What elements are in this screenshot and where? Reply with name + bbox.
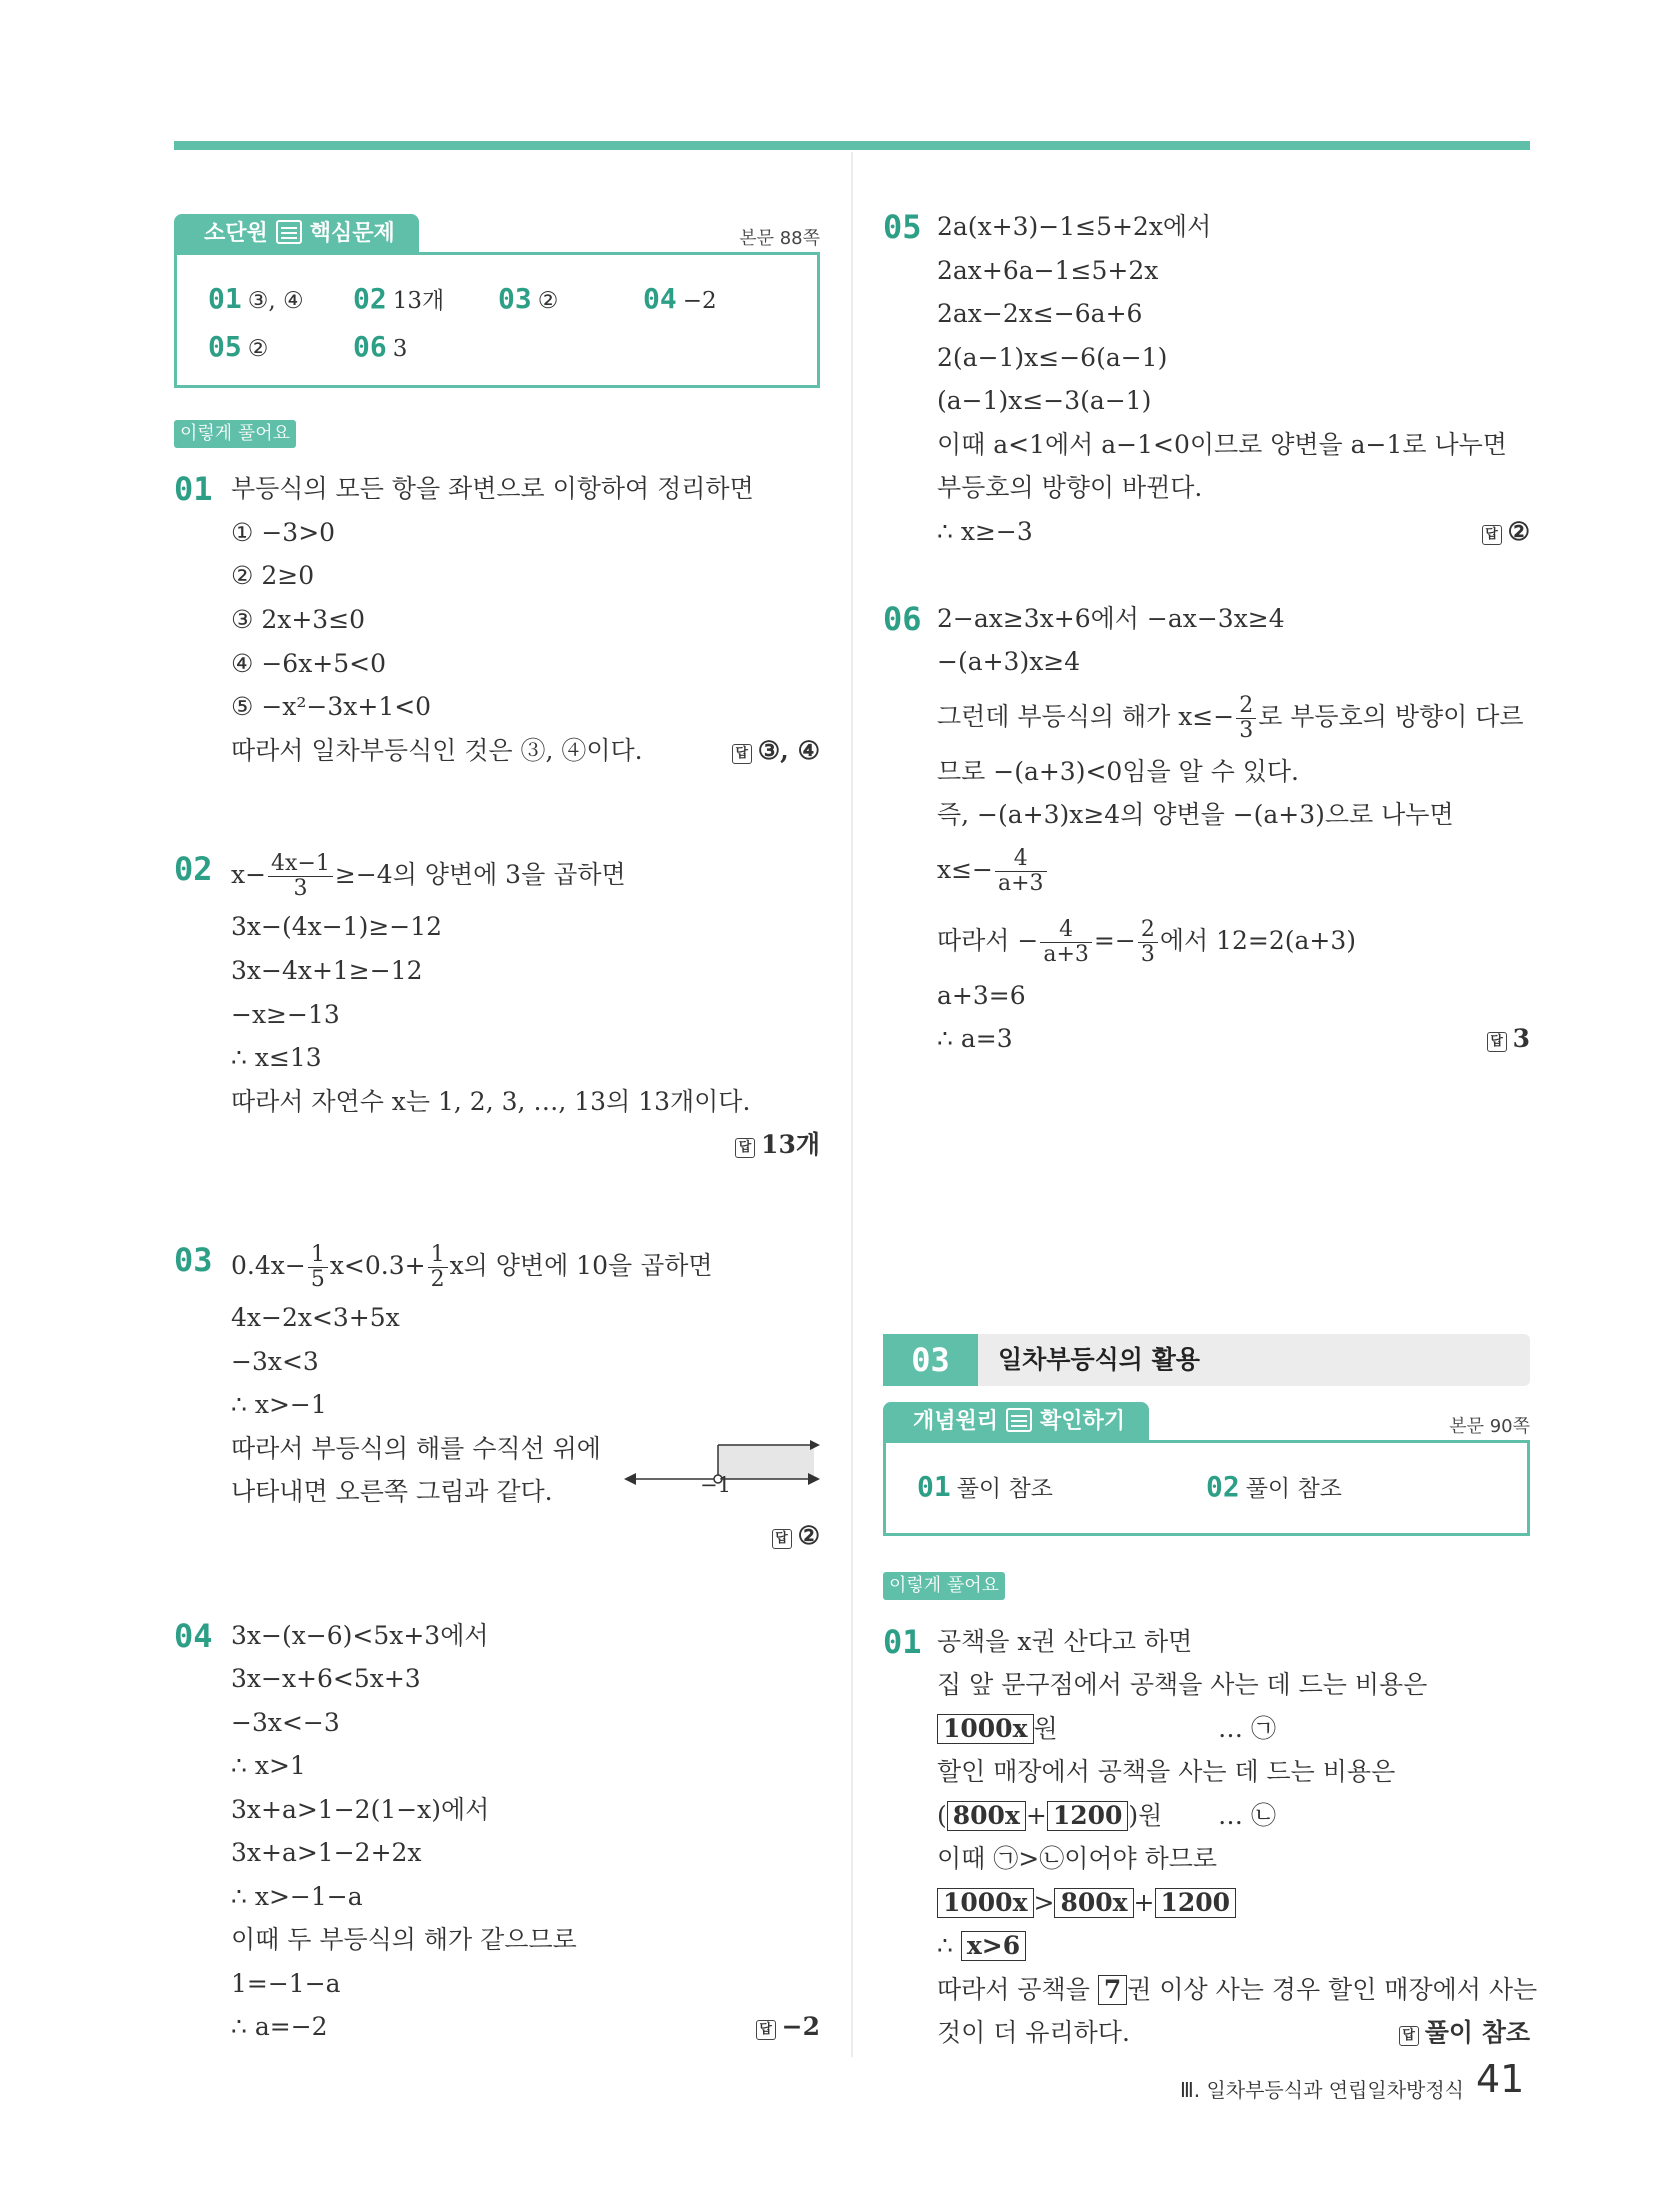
answer-mark-icon: 답 [732,744,752,764]
concept-check-tab [883,1402,1149,1442]
solution-line: 이때 ㉠>㉡이어야 하므로 [937,1844,1218,1873]
section-number: 03 [883,1334,978,1386]
solution-line: −x≥−13 [231,1000,340,1029]
section-header [883,1334,1530,1386]
page-reference: 본문 88쪽 [739,228,820,249]
solution-line: 그런데 부등식의 해가 x≤− $\frac{2}{3}$ 로 부등호의 방향이 다르 [937,693,1524,743]
fill-blank: 1200 [1047,1801,1129,1831]
tab-label-pre: 소단원 [204,221,268,246]
answer-mark-icon: 답 [1487,1032,1507,1052]
solution-line: 3x−(4x−1)≥−12 [231,912,443,941]
answer-key-item: 04 −2 [643,282,717,315]
problem-number: 01 [883,1623,922,1661]
final-answer: 답 −2 [756,2011,820,2043]
fill-blank: 800x [947,1801,1026,1831]
solution-line: ( 800x + 1200 )원 [937,1801,1163,1830]
problem-number: 02 [174,850,213,888]
tab-label-post: 핵심문제 [309,221,395,246]
answer-key-item: 02 풀이 참조 [1206,1470,1342,1503]
answer-key-item: 03 ② [498,282,559,315]
solution-line: −(a+3)x≥4 [937,647,1081,676]
chapter-footer: Ⅲ. 일차부등식과 연립일차방정식 [1179,2078,1464,2102]
solution-line: 따라서 일차부등식인 것은 ③, ④이다. [231,736,643,765]
answer-key-item: 01 ③, ④ [208,282,304,315]
answer-key-item: 06 3 [353,330,408,363]
solution-line: ∴ a=3 [937,1024,1013,1053]
solution-line: 2(a−1)x≤−6(a−1) [937,343,1168,372]
final-answer: 답 ② [1482,516,1530,548]
solution-line: ④ −6x+5<0 [231,649,387,678]
solution-region [718,1445,814,1479]
solution-line: (a−1)x≤−3(a−1) [937,386,1152,415]
core-problems-tab [174,214,419,254]
equation-mark: … ㉡ [1218,1801,1276,1830]
fill-blank: 800x [1054,1888,1133,1918]
solution-tag: 이렇게 풀어요 [174,420,296,448]
fill-blank: 7 [1098,1975,1127,2005]
solution-line: 즉, −(a+3)x≥4의 양변을 −(a+3)으로 나누면 [937,800,1454,829]
answer-mark-icon: 답 [756,2020,776,2040]
fraction: $\frac{1}{5}$ [308,1243,328,1292]
fraction: $\frac{4x-1}{3}$ [268,852,333,901]
final-answer: 답 ③, ④ [732,735,820,767]
fraction: $\frac{1}{2}$ [428,1243,448,1292]
solution-tag: 이렇게 풀어요 [883,1572,1005,1600]
fraction: $\frac{4}{a+3}$ [995,847,1047,896]
solution-line: ⑤ −x²−3x+1<0 [231,692,432,721]
solution-line: 1000x > 800x + 1200 [937,1887,1236,1919]
solution-line: 이때 a<1에서 a−1<0이므로 양변을 a−1로 나누면 [937,430,1507,459]
solution-line: 따라서 − $\frac{4}{a+3}$ =− $\frac{2}{3}$ 에서 12=2(a+3) [937,917,1356,967]
fraction: $\frac{2}{3}$ [1138,918,1158,967]
solution-line: 2a(x+3)−1≤5+2x에서 [937,212,1212,241]
solution-line: ∴ x>6 [937,1930,1026,1962]
solution-line: ∴ x>1 [231,1751,306,1780]
fraction: $\frac{2}{3}$ [1236,694,1256,743]
tab-label-post: 확인하기 [1040,1409,1126,1434]
solution-line: 3x+a>1−2+2x [231,1838,422,1867]
solution-line: 1=−1−a [231,1969,341,1998]
solution-line: ∴ a=−2 [231,2012,328,2041]
section-title: 일차부등식의 활용 [998,1345,1200,1374]
solution-line: 0.4x− $\frac{1}{5}$ x<0.3+ $\frac{1}{2}$ x의 양변에 10을 곱하면 [231,1242,713,1292]
document-icon [276,220,302,244]
final-answer: 답 13개 [735,1129,820,1161]
solution-line: 3x+a>1−2(1−x)에서 [231,1795,490,1824]
solution-line: 따라서 공책을 7 권 이상 사는 경우 할인 매장에서 사는 [937,1975,1538,2004]
solution-line: x≤− $\frac{4}{a+3}$ [937,845,1049,896]
fill-blank: x>6 [961,1931,1026,1961]
solution-line: 3x−x+6<5x+3 [231,1664,421,1693]
solution-line: 므로 −(a+3)<0임을 알 수 있다. [937,757,1299,786]
fraction: $\frac{4}{a+3}$ [1040,918,1092,967]
solution-line: −3x<−3 [231,1708,340,1737]
page-number: 41 [1476,2057,1525,2101]
solution-line: a+3=6 [937,981,1026,1010]
solution-line: 부등호의 방향이 바뀐다. [937,473,1203,502]
answer-mark-icon: 답 [735,1138,755,1158]
answer-key-item: 01 풀이 참조 [917,1470,1053,1503]
solution-line: 집 앞 문구점에서 공책을 사는 데 드는 비용은 [937,1670,1428,1699]
final-answer: 답 ② [772,1520,820,1552]
solution-line: ② 2≥0 [231,561,315,590]
solution-line: 2ax+6a−1≤5+2x [937,256,1159,285]
solution-line: x− $\frac{4x-1}{3}$ ≥−4의 양변에 3을 곱하면 [231,851,626,901]
solution-line: 4x−2x<3+5x [231,1303,400,1332]
axis-label: −1 [700,1473,731,1497]
tab-label-pre: 개념원리 [913,1409,999,1434]
solution-line: 3x−4x+1≥−12 [231,956,423,985]
page-reference: 본문 90쪽 [1449,1416,1530,1437]
problem-number: 01 [174,470,213,508]
problem-number: 04 [174,1617,213,1655]
fill-blank: 1000x [937,1714,1034,1744]
solution-line: 것이 더 유리하다. [937,2018,1130,2047]
answer-key-box [883,1440,1530,1536]
problem-number: 06 [883,600,922,638]
solution-line: 따라서 자연수 x는 1, 2, 3, …, 13의 13개이다. [231,1087,751,1116]
answer-key-item: 02 13개 [353,282,445,315]
document-icon [1006,1408,1032,1432]
answer-mark-icon: 답 [1482,525,1502,545]
final-answer: 답 풀이 참조 [1399,2017,1530,2049]
fill-blank: 1000x [937,1888,1034,1918]
top-accent-bar [174,141,1530,150]
solution-line: ∴ x≥−3 [937,517,1033,546]
problem-number: 05 [883,208,922,246]
solution-line: 3x−(x−6)<5x+3에서 [231,1621,489,1650]
problem-number: 03 [174,1241,213,1279]
solution-line: ∴ x≤13 [231,1043,322,1072]
final-answer: 답 3 [1487,1023,1530,1055]
solution-line: 나타내면 오른쪽 그림과 같다. [231,1477,553,1506]
equation-mark: … ㉠ [1218,1714,1276,1743]
solution-line: ③ 2x+3≤0 [231,605,366,634]
solution-line: −3x<3 [231,1347,319,1376]
region-arrow-icon [810,1440,820,1450]
solution-line: ① −3>0 [231,518,336,547]
solution-line: 2ax−2x≤−6a+6 [937,299,1143,328]
answer-key-item: 05 ② [208,330,269,363]
solution-line: 공책을 x권 산다고 하면 [937,1627,1193,1656]
answer-mark-icon: 답 [772,1529,792,1549]
solution-line: 할인 매장에서 공책을 사는 데 드는 비용은 [937,1757,1396,1786]
fill-blank: 1200 [1155,1888,1237,1918]
solution-line: 부등식의 모든 항을 좌변으로 이항하여 정리하면 [231,474,754,503]
solution-line: ∴ x>−1 [231,1390,327,1419]
solution-line: 이때 두 부등식의 해가 같으므로 [231,1925,577,1954]
answer-key-box [174,252,820,388]
answer-mark-icon: 답 [1399,2026,1419,2046]
axis-left-arrow-icon [624,1473,636,1485]
solution-line: 따라서 부등식의 해를 수직선 위에 [231,1434,601,1463]
solution-line: 1000x 원 [937,1713,1058,1745]
solution-line: 2−ax≥3x+6에서 −ax−3x≥4 [937,604,1285,633]
solution-line: ∴ x>−1−a [231,1882,363,1911]
column-divider [851,152,853,2057]
